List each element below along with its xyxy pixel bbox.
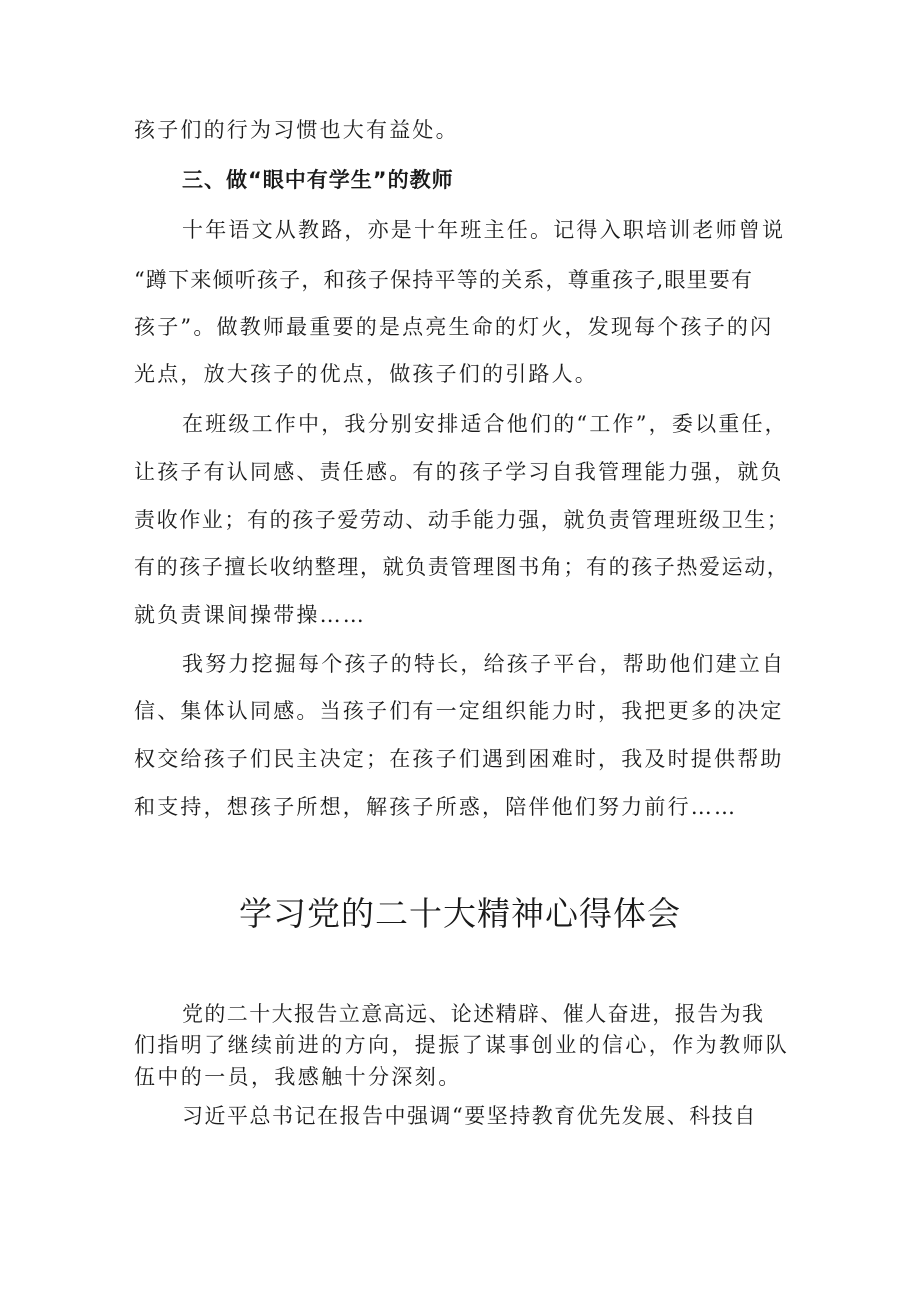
paragraph-line: 权交给孩子们民主决定；在孩子们遇到困难时，我及时提供帮助	[134, 747, 784, 771]
paragraph-line: 党的二十大报告立意高远、论述精辟、催人奋进，报告为我	[182, 1002, 765, 1026]
paragraph-line: 光点，放大孩子的优点，做孩子们的引路人。	[134, 362, 598, 386]
paragraph-line: 们指明了继续前进的方向，提振了谋事创业的信心，作为教师队	[134, 1033, 790, 1057]
paragraph-line: 在班级工作中，我分别安排适合他们的“工作”，委以重任，	[182, 412, 788, 436]
paragraph-line: 有的孩子擅长收纳整理，就负责管理图书角；有的孩子热爱运动，	[134, 555, 790, 579]
paragraph-line: 十年语文从教路，亦是十年班主任。记得入职培训老师曾说	[182, 218, 786, 242]
paragraph-line: 和支持，想孩子所想，解孩子所惑，陪伴他们努力前行……	[134, 795, 738, 819]
paragraph-line: 我努力挖掘每个孩子的特长，给孩子平台，帮助他们建立自	[182, 652, 786, 676]
paragraph-line: 责收作业；有的孩子爱劳动、动手能力强，就负责管理班级卫生；	[134, 508, 790, 532]
section-heading: 三、做“眼中有学生”的教师	[182, 168, 454, 192]
paragraph-line: 就负责课间操带操……	[134, 603, 366, 627]
paragraph-line: “蹲下来倾听孩子，和孩子保持平等的关系，尊重孩子,眼里要有	[134, 268, 754, 292]
paragraph-line: 让孩子有认同感、责任感。有的孩子学习自我管理能力强，就负	[134, 460, 784, 484]
paragraph-line: 信、集体认同感。当孩子们有一定组织能力时，我把更多的决定	[134, 699, 784, 723]
paragraph-line: 伍中的一员，我感触十分深刻。	[134, 1065, 462, 1089]
article-title: 学习党的二十大精神心得体会	[239, 894, 681, 933]
paragraph-line: 孩子们的行为习惯也大有益处。	[134, 118, 459, 142]
paragraph-line: 习近平总书记在报告中强调“要坚持教育优先发展、科技自	[182, 1104, 757, 1128]
paragraph-line: 孩子”。做教师最重要的是点亮生命的灯火，发现每个孩子的闪	[134, 315, 774, 339]
